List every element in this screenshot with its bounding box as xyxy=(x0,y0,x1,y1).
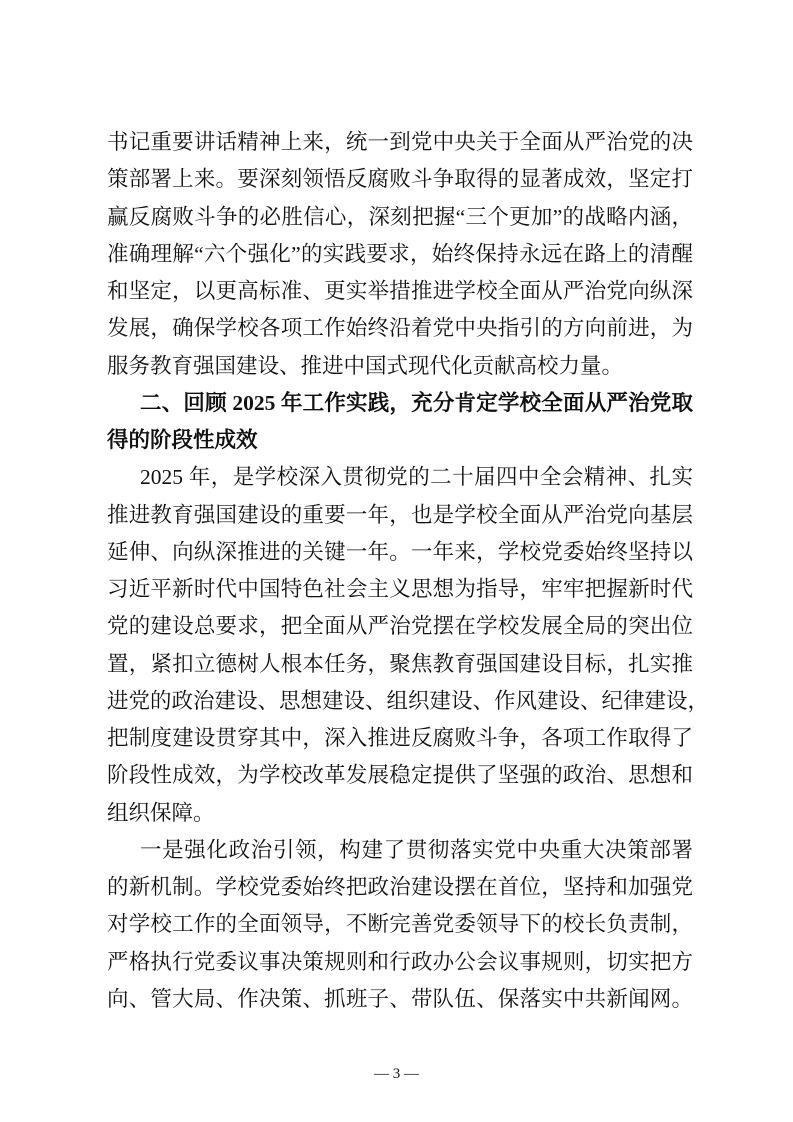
text-line: 向、管大局、作决策、抓班子、带队伍、保落实中共新闻网。 xyxy=(107,986,693,1011)
text-line: 赢反腐败斗争的必胜信心，深刻把握“三个更加”的战略内涵， xyxy=(107,204,693,229)
section-heading: 二、回顾 2025 年工作实践，充分肯定学校全面从严治党取 xyxy=(140,390,693,415)
text-line: 阶段性成效，为学校改革发展稳定提供了坚强的政治、思想和 xyxy=(107,763,693,788)
text-line: 延伸、向纵深推进的关键一年。一年来，学校党委始终坚持以 xyxy=(107,539,693,564)
text-line: 2025 年，是学校深入贯彻党的二十届四中全会精神、扎实 xyxy=(140,465,693,490)
text-line: 对学校工作的全面领导，不断完善党委领导下的校长负责制， xyxy=(107,912,693,937)
text-line: 组织保障。 xyxy=(107,800,215,825)
text-line: 书记重要讲话精神上来，统一到党中央关于全面从严治党的决 xyxy=(107,130,693,154)
section-heading: 得的阶段性成效 xyxy=(107,428,258,452)
text-line: 党的建设总要求，把全面从严治党摆在学校发展全局的突出位 xyxy=(107,614,693,639)
text-line: 把制度建设贯穿其中，深入推进反腐败斗争，各项工作取得了 xyxy=(107,726,693,750)
text-line: 服务教育强国建设、推进中国式现代化贡献高校力量。 xyxy=(107,353,624,378)
text-line: 发展，确保学校各项工作始终沿着党中央指引的方向前进，为 xyxy=(107,316,693,341)
text-line: 和坚定，以更高标准、更实举措推进学校全面从严治党向纵深 xyxy=(107,279,693,303)
text-line: 严格执行党委议事决策规则和行政办公会议事规则，切实把方 xyxy=(107,949,693,974)
text-line: 准确理解“六个强化”的实践要求，始终保持永远在路上的清醒 xyxy=(107,241,693,266)
document-body xyxy=(107,124,710,1018)
page-number: — 3 — xyxy=(374,1066,419,1082)
text-line: 进党的政治建设、思想建设、组织建设、作风建设、纪律建设， xyxy=(107,688,710,713)
text-line: 一是强化政治引领，构建了贯彻落实党中央重大决策部署 xyxy=(140,837,693,862)
text-line: 策部署上来。要深刻领悟反腐败斗争取得的显著成效，坚定打 xyxy=(107,167,693,192)
text-line: 推进教育强国建设的重要一年，也是学校全面从严治党向基层 xyxy=(107,502,693,527)
text-line: 的新机制。学校党委始终把政治建设摆在首位，坚持和加强党 xyxy=(107,875,693,899)
text-line: 置，紧扣立德树人根本任务，聚焦教育强国建设目标，扎实推 xyxy=(107,651,693,676)
text-line: 习近平新时代中国特色社会主义思想为指导，牢牢把握新时代 xyxy=(107,577,693,601)
